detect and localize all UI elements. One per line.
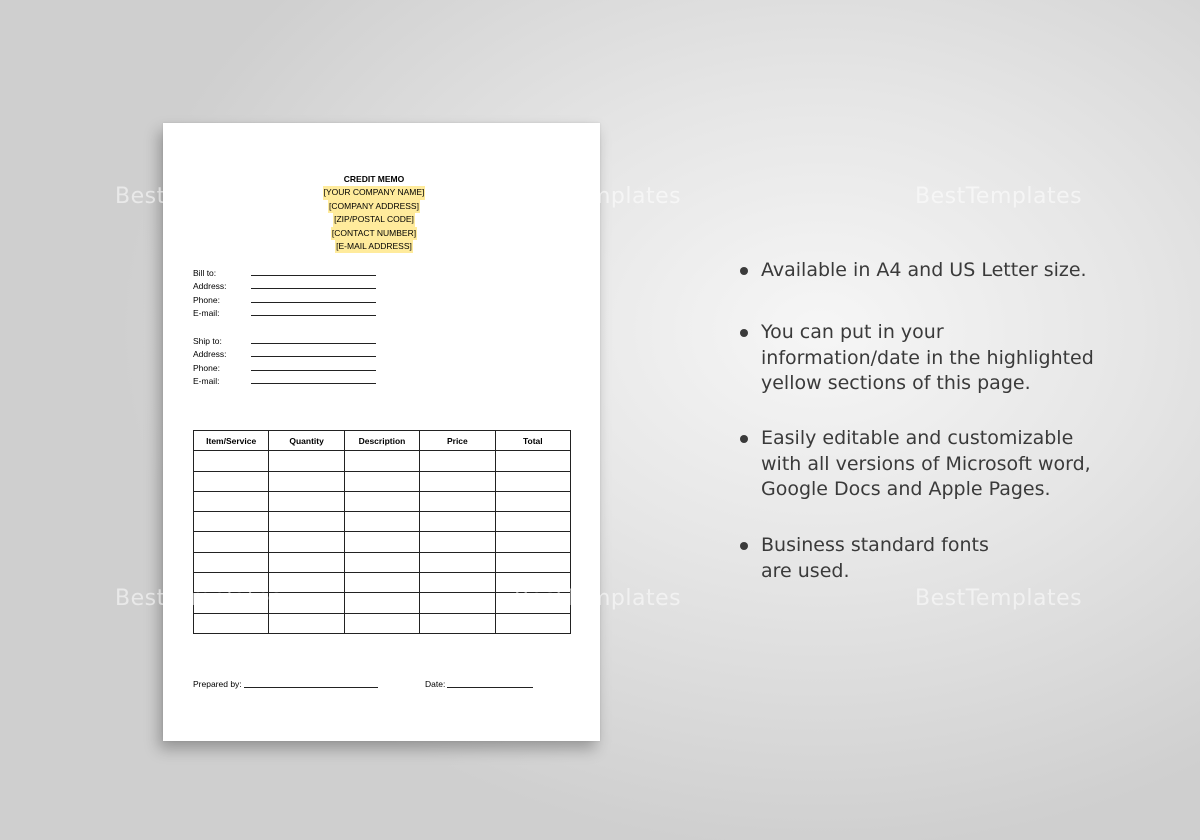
feature-text: Business standard fonts are used. [761,534,989,582]
table-cell [269,491,344,511]
table-cell [420,573,495,593]
fill-line [244,687,378,688]
ship-address-row [193,346,376,360]
table-cell [344,512,419,532]
fill-line [251,356,376,357]
table-cell [495,613,570,633]
bill-address-row [193,278,376,292]
fill-line [251,370,376,371]
feature-item [740,533,989,584]
table-cell [194,512,269,532]
table-cell [194,593,269,613]
fill-line [251,302,376,303]
phone-label: Phone: [193,362,220,373]
bill-to-row [193,264,376,278]
watermark: BestTemplates [514,586,682,611]
fill-line [251,275,376,276]
table-cell [269,593,344,613]
bullet-icon [740,267,748,275]
feature-text: Easily editable and customizable with all versions of Microsoft word, Google Docs and Apple Pages. [761,427,1091,500]
email-address-field: [E-MAIL ADDRESS] [335,240,413,253]
items-table [193,430,571,634]
table-cell [344,471,419,491]
table-cell [194,573,269,593]
table-cell [420,613,495,633]
table-cell [194,613,269,633]
prepared-by-field [193,679,378,689]
watermark: BestTemplates [115,184,283,209]
table-row [194,471,571,491]
table-row [194,491,571,511]
table-cell [344,552,419,572]
ship-to-row [193,332,376,346]
table-cell [269,512,344,532]
table-cell [420,532,495,552]
zip-code-field: [ZIP/POSTAL CODE] [333,213,415,226]
feature-text: You can put in your information/date in the highlighted yellow sections of this page. [761,321,1094,394]
column-header-price: Price [420,431,495,451]
watermark: BestTemplates [514,184,682,209]
column-header-quantity: Quantity [269,431,344,451]
fill-line [447,687,533,688]
prepared-by-label: Prepared by: [193,679,242,689]
document-header [163,173,585,253]
bill-email-row [193,305,376,319]
table-row [194,532,571,552]
table-row [194,512,571,532]
fill-line [251,343,376,344]
table-cell [344,613,419,633]
credit-memo-page [163,123,600,741]
table-cell [420,451,495,471]
table-cell [495,512,570,532]
table-cell [194,451,269,471]
table-row [194,451,571,471]
table-row [194,573,571,593]
table-cell [344,593,419,613]
fill-line [251,383,376,384]
address-label: Address: [193,349,227,359]
watermark: BestTemplates [915,184,1083,209]
table-cell [344,491,419,511]
table-cell [269,532,344,552]
feature-item [740,258,1087,284]
bill-to-label: Bill to: [193,267,217,278]
table-body [194,451,571,634]
feature-item [740,426,1091,503]
table-cell [344,451,419,471]
column-header-item: Item/Service [194,431,269,451]
table-row [194,593,571,613]
table-cell [495,593,570,613]
watermark: BestTemplates [915,586,1083,611]
ship-to-section [193,332,376,386]
table-cell [420,593,495,613]
table-cell [269,471,344,491]
table-cell [495,471,570,491]
table-cell [344,573,419,593]
table-cell [420,552,495,572]
bullet-icon [740,329,748,337]
fill-line [251,288,376,289]
fill-line [251,315,376,316]
email-label: E-mail: [193,376,220,386]
table-cell [194,552,269,572]
address-label: Address: [193,281,227,291]
table-cell [495,532,570,552]
bill-phone-row [193,291,376,305]
feature-text: Available in A4 and US Letter size. [761,259,1087,281]
bullet-icon [740,435,748,443]
bullet-icon [740,542,748,550]
table-row [194,552,571,572]
column-header-description: Description [344,431,419,451]
table-cell [495,451,570,471]
contact-number-field: [CONTACT NUMBER] [331,227,417,240]
table-cell [269,451,344,471]
bill-to-section [193,264,376,318]
table-cell [269,552,344,572]
table-cell [194,491,269,511]
table-cell [194,471,269,491]
watermark: BestTemplates [115,586,283,611]
ship-to-label: Ship to: [193,335,222,346]
company-address-field: [COMPANY ADDRESS] [328,200,420,213]
table-cell [269,573,344,593]
date-field [425,679,533,689]
email-label: E-mail: [193,308,220,318]
table-row [194,613,571,633]
document-title: CREDIT MEMO [343,174,405,184]
ship-phone-row [193,359,376,373]
table-cell [269,613,344,633]
date-label: Date: [425,679,446,689]
column-header-total: Total [495,431,570,451]
table-cell [495,552,570,572]
table-header-row [194,431,571,451]
table-cell [194,532,269,552]
company-name-field: [YOUR COMPANY NAME] [323,186,426,199]
ship-email-row [193,373,376,387]
table-cell [420,512,495,532]
feature-item [740,320,1094,397]
table-cell [420,491,495,511]
table-cell [420,471,495,491]
phone-label: Phone: [193,294,220,305]
table-cell [495,491,570,511]
table-cell [495,573,570,593]
table-cell [344,532,419,552]
